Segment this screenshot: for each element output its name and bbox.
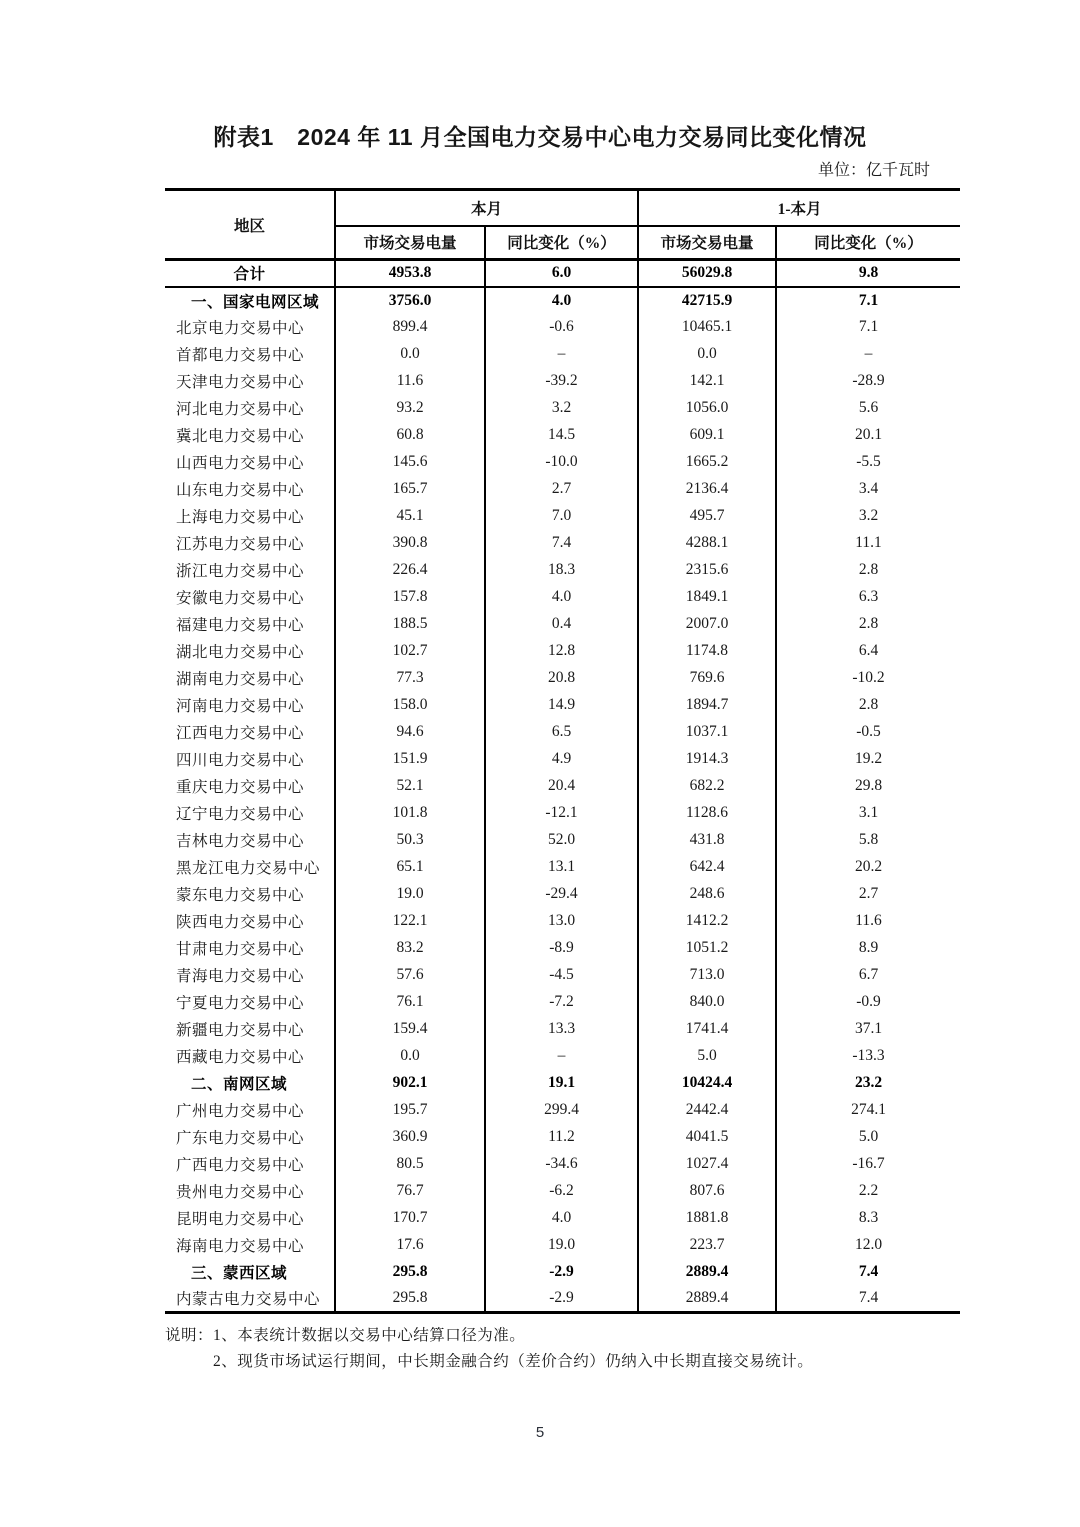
c-vol-cell: 1037.1 xyxy=(638,719,776,746)
c-vol-cell: 642.4 xyxy=(638,854,776,881)
c-vol-cell: 0.0 xyxy=(638,341,776,368)
region-cell: 天津电力交易中心 xyxy=(176,374,305,391)
c-vol-cell: 1881.8 xyxy=(638,1205,776,1232)
m-yoy-cell: -10.0 xyxy=(485,449,638,476)
table-row xyxy=(165,881,960,908)
m-yoy-cell: 12.8 xyxy=(485,638,638,665)
table-row xyxy=(165,746,960,773)
c-yoy-cell: 2.8 xyxy=(776,611,960,638)
table-row xyxy=(165,908,960,935)
m-vol-cell: 102.7 xyxy=(335,638,485,665)
m-vol-cell: 165.7 xyxy=(335,476,485,503)
m-yoy-cell: -29.4 xyxy=(485,881,638,908)
c-yoy-cell: 5.8 xyxy=(776,827,960,854)
table-row xyxy=(165,1178,960,1205)
region-cell: 内蒙古电力交易中心 xyxy=(176,1291,321,1309)
m-yoy-cell: 14.5 xyxy=(485,422,638,449)
m-yoy-cell: 4.9 xyxy=(485,746,638,773)
c-yoy-cell: 2.8 xyxy=(776,557,960,584)
m-yoy-cell: 0.4 xyxy=(485,611,638,638)
region-cell: 山东电力交易中心 xyxy=(176,482,305,499)
m-vol-cell: 77.3 xyxy=(335,665,485,692)
m-yoy-cell: -39.2 xyxy=(485,368,638,395)
table-body xyxy=(165,260,960,1313)
c-vol-cell: 1849.1 xyxy=(638,584,776,611)
table-row xyxy=(165,962,960,989)
cumulative-volume-header: 市场交易电量 xyxy=(638,226,776,260)
m-vol-cell: 159.4 xyxy=(335,1016,485,1043)
m-vol-cell: 195.7 xyxy=(335,1097,485,1124)
c-vol-cell: 2442.4 xyxy=(638,1097,776,1124)
m-vol-cell: 45.1 xyxy=(335,503,485,530)
m-vol-cell: 65.1 xyxy=(335,854,485,881)
m-yoy-cell: – xyxy=(485,341,638,368)
table-row xyxy=(165,260,960,287)
c-yoy-cell: 11.1 xyxy=(776,530,960,557)
region-cell: 合计 xyxy=(165,260,335,287)
m-yoy-cell: 18.3 xyxy=(485,557,638,584)
m-yoy-cell: 6.5 xyxy=(485,719,638,746)
m-vol-cell: 902.1 xyxy=(335,1070,485,1097)
m-vol-cell: 0.0 xyxy=(335,341,485,368)
page-number: 5 xyxy=(535,1424,545,1441)
table-row xyxy=(165,989,960,1016)
m-vol-cell: 94.6 xyxy=(335,719,485,746)
m-yoy-cell: 20.4 xyxy=(485,773,638,800)
c-yoy-cell: 2.8 xyxy=(776,692,960,719)
m-vol-cell: 151.9 xyxy=(335,746,485,773)
c-vol-cell: 5.0 xyxy=(638,1043,776,1070)
c-yoy-cell: -0.9 xyxy=(776,989,960,1016)
table-row xyxy=(165,1205,960,1232)
table-notes xyxy=(165,1323,960,1375)
region-cell: 贵州电力交易中心 xyxy=(176,1184,305,1201)
m-vol-cell: 295.8 xyxy=(335,1259,485,1286)
c-vol-cell: 2315.6 xyxy=(638,557,776,584)
m-vol-cell: 390.8 xyxy=(335,530,485,557)
m-vol-cell: 50.3 xyxy=(335,827,485,854)
c-vol-cell: 1174.8 xyxy=(638,638,776,665)
c-yoy-cell: -10.2 xyxy=(776,665,960,692)
page-title: 附表1 2024 年 11 月全国电力交易中心电力交易同比变化情况 xyxy=(213,124,867,150)
c-vol-cell: 1741.4 xyxy=(638,1016,776,1043)
c-yoy-cell: 7.4 xyxy=(776,1286,960,1313)
c-yoy-cell: 12.0 xyxy=(776,1232,960,1259)
m-vol-cell: 93.2 xyxy=(335,395,485,422)
m-yoy-cell: 14.9 xyxy=(485,692,638,719)
m-vol-cell: 295.8 xyxy=(335,1286,485,1313)
region-cell: 江苏电力交易中心 xyxy=(176,536,305,553)
region-cell: 首都电力交易中心 xyxy=(176,347,305,364)
region-cell: 重庆电力交易中心 xyxy=(176,779,305,796)
m-yoy-cell: -7.2 xyxy=(485,989,638,1016)
m-yoy-cell: -2.9 xyxy=(485,1259,638,1286)
this-month-yoy-header: 同比变化（%） xyxy=(485,226,638,260)
m-vol-cell: 19.0 xyxy=(335,881,485,908)
m-vol-cell: 76.1 xyxy=(335,989,485,1016)
m-vol-cell: 83.2 xyxy=(335,935,485,962)
c-yoy-cell: -0.5 xyxy=(776,719,960,746)
region-cell: 新疆电力交易中心 xyxy=(176,1022,305,1039)
m-yoy-cell: -8.9 xyxy=(485,935,638,962)
c-yoy-cell: 8.3 xyxy=(776,1205,960,1232)
region-cell: 浙江电力交易中心 xyxy=(176,563,305,580)
m-vol-cell: 76.7 xyxy=(335,1178,485,1205)
note-line-1: 说明：1、本表统计数据以交易中心结算口径为准。 xyxy=(165,1327,526,1344)
c-yoy-cell: – xyxy=(776,341,960,368)
c-yoy-cell: -16.7 xyxy=(776,1151,960,1178)
c-yoy-cell: -5.5 xyxy=(776,449,960,476)
table-row xyxy=(165,854,960,881)
table-row xyxy=(165,1232,960,1259)
table-row xyxy=(165,314,960,341)
region-cell: 三、蒙西区域 xyxy=(191,1265,288,1282)
c-vol-cell: 1665.2 xyxy=(638,449,776,476)
m-vol-cell: 170.7 xyxy=(335,1205,485,1232)
table-row xyxy=(165,935,960,962)
c-yoy-cell: 5.6 xyxy=(776,395,960,422)
region-cell: 蒙东电力交易中心 xyxy=(176,887,305,904)
m-vol-cell: 122.1 xyxy=(335,908,485,935)
c-yoy-cell: 5.0 xyxy=(776,1124,960,1151)
c-yoy-cell: 2.2 xyxy=(776,1178,960,1205)
c-vol-cell: 2136.4 xyxy=(638,476,776,503)
region-cell: 西藏电力交易中心 xyxy=(176,1049,305,1066)
c-vol-cell: 1894.7 xyxy=(638,692,776,719)
c-yoy-cell: 7.4 xyxy=(776,1259,960,1286)
region-cell: 湖南电力交易中心 xyxy=(176,671,305,688)
c-yoy-cell: 3.1 xyxy=(776,800,960,827)
table-row xyxy=(165,368,960,395)
m-vol-cell: 60.8 xyxy=(335,422,485,449)
c-vol-cell: 1051.2 xyxy=(638,935,776,962)
m-yoy-cell: 13.0 xyxy=(485,908,638,935)
region-cell: 冀北电力交易中心 xyxy=(176,428,305,445)
region-cell: 广西电力交易中心 xyxy=(176,1157,305,1174)
table-header xyxy=(165,190,960,260)
table-row xyxy=(165,422,960,449)
region-cell: 安徽电力交易中心 xyxy=(176,590,305,607)
region-cell: 黑龙江电力交易中心 xyxy=(176,860,321,877)
region-cell: 昆明电力交易中心 xyxy=(176,1211,305,1228)
table-row xyxy=(165,1097,960,1124)
c-vol-cell: 713.0 xyxy=(638,962,776,989)
c-yoy-cell: 29.8 xyxy=(776,773,960,800)
c-vol-cell: 840.0 xyxy=(638,989,776,1016)
c-yoy-cell: 11.6 xyxy=(776,908,960,935)
c-yoy-cell: 274.1 xyxy=(776,1097,960,1124)
m-vol-cell: 101.8 xyxy=(335,800,485,827)
unit-label: 单位：亿千瓦时 xyxy=(817,162,930,179)
table-row xyxy=(165,719,960,746)
region-cell: 江西电力交易中心 xyxy=(176,725,305,742)
c-vol-cell: 2889.4 xyxy=(638,1259,776,1286)
region-cell: 北京电力交易中心 xyxy=(176,320,305,337)
region-cell: 湖北电力交易中心 xyxy=(176,644,305,661)
c-yoy-cell: 8.9 xyxy=(776,935,960,962)
c-yoy-cell: 3.2 xyxy=(776,503,960,530)
c-yoy-cell: 20.2 xyxy=(776,854,960,881)
c-yoy-cell: 9.8 xyxy=(776,260,960,287)
this-month-group-header: 本月 xyxy=(335,190,638,226)
m-yoy-cell: -2.9 xyxy=(485,1286,638,1313)
m-yoy-cell: 3.2 xyxy=(485,395,638,422)
m-vol-cell: 11.6 xyxy=(335,368,485,395)
c-vol-cell: 431.8 xyxy=(638,827,776,854)
region-cell: 辽宁电力交易中心 xyxy=(176,806,305,823)
c-yoy-cell: 7.1 xyxy=(776,287,960,314)
cumulative-yoy-header: 同比变化（%） xyxy=(776,226,960,260)
c-yoy-cell: 6.7 xyxy=(776,962,960,989)
table-row xyxy=(165,1151,960,1178)
c-vol-cell: 2007.0 xyxy=(638,611,776,638)
m-vol-cell: 80.5 xyxy=(335,1151,485,1178)
m-vol-cell: 17.6 xyxy=(335,1232,485,1259)
m-vol-cell: 145.6 xyxy=(335,449,485,476)
c-vol-cell: 769.6 xyxy=(638,665,776,692)
m-yoy-cell: 2.7 xyxy=(485,476,638,503)
c-yoy-cell: 6.3 xyxy=(776,584,960,611)
c-yoy-cell: 6.4 xyxy=(776,638,960,665)
m-yoy-cell: 52.0 xyxy=(485,827,638,854)
c-yoy-cell: 19.2 xyxy=(776,746,960,773)
m-vol-cell: 52.1 xyxy=(335,773,485,800)
region-cell: 广州电力交易中心 xyxy=(176,1103,305,1120)
table-row xyxy=(165,800,960,827)
c-vol-cell: 682.2 xyxy=(638,773,776,800)
c-vol-cell: 1914.3 xyxy=(638,746,776,773)
c-vol-cell: 4288.1 xyxy=(638,530,776,557)
region-cell: 陕西电力交易中心 xyxy=(176,914,305,931)
c-yoy-cell: 3.4 xyxy=(776,476,960,503)
m-yoy-cell: 11.2 xyxy=(485,1124,638,1151)
region-cell: 四川电力交易中心 xyxy=(176,752,305,769)
c-yoy-cell: 20.1 xyxy=(776,422,960,449)
c-vol-cell: 10465.1 xyxy=(638,314,776,341)
region-cell: 二、南网区域 xyxy=(191,1076,288,1093)
table-row xyxy=(165,341,960,368)
m-yoy-cell: 19.1 xyxy=(485,1070,638,1097)
table-row xyxy=(165,557,960,584)
c-vol-cell: 609.1 xyxy=(638,422,776,449)
m-yoy-cell: -0.6 xyxy=(485,314,638,341)
m-yoy-cell: 4.0 xyxy=(485,584,638,611)
region-cell: 广东电力交易中心 xyxy=(176,1130,305,1147)
c-yoy-cell: 23.2 xyxy=(776,1070,960,1097)
c-yoy-cell: -28.9 xyxy=(776,368,960,395)
c-vol-cell: 1056.0 xyxy=(638,395,776,422)
region-cell: 河南电力交易中心 xyxy=(176,698,305,715)
m-yoy-cell: 13.3 xyxy=(485,1016,638,1043)
table-row xyxy=(165,395,960,422)
c-vol-cell: 223.7 xyxy=(638,1232,776,1259)
table-row xyxy=(165,1070,960,1097)
m-vol-cell: 3756.0 xyxy=(335,287,485,314)
m-yoy-cell: 19.0 xyxy=(485,1232,638,1259)
c-vol-cell: 1128.6 xyxy=(638,800,776,827)
region-cell: 吉林电力交易中心 xyxy=(176,833,305,850)
m-vol-cell: 157.8 xyxy=(335,584,485,611)
cumulative-group-header: 1-本月 xyxy=(638,190,960,226)
power-trading-table xyxy=(165,188,960,1314)
m-vol-cell: 360.9 xyxy=(335,1124,485,1151)
m-vol-cell: 188.5 xyxy=(335,611,485,638)
m-yoy-cell: – xyxy=(485,1043,638,1070)
c-vol-cell: 4041.5 xyxy=(638,1124,776,1151)
table-row xyxy=(165,1043,960,1070)
m-yoy-cell: 20.8 xyxy=(485,665,638,692)
table-row xyxy=(165,476,960,503)
c-vol-cell: 42715.9 xyxy=(638,287,776,314)
region-cell: 福建电力交易中心 xyxy=(176,617,305,634)
table-row xyxy=(165,665,960,692)
c-vol-cell: 807.6 xyxy=(638,1178,776,1205)
table-row xyxy=(165,692,960,719)
m-yoy-cell: -34.6 xyxy=(485,1151,638,1178)
table-row xyxy=(165,827,960,854)
table-row xyxy=(165,1016,960,1043)
m-vol-cell: 899.4 xyxy=(335,314,485,341)
c-vol-cell: 56029.8 xyxy=(638,260,776,287)
region-cell: 青海电力交易中心 xyxy=(176,968,305,985)
document-body xyxy=(165,161,960,1375)
note-line-2: 2、现货市场试运行期间，中长期金融合约（差价合约）仍纳入中长期直接交易统计。 xyxy=(213,1353,814,1370)
this-month-volume-header: 市场交易电量 xyxy=(335,226,485,260)
m-vol-cell: 226.4 xyxy=(335,557,485,584)
region-cell: 甘肃电力交易中心 xyxy=(176,941,305,958)
table-row xyxy=(165,503,960,530)
c-vol-cell: 2889.4 xyxy=(638,1286,776,1313)
m-yoy-cell: -4.5 xyxy=(485,962,638,989)
m-vol-cell: 158.0 xyxy=(335,692,485,719)
m-yoy-cell: 299.4 xyxy=(485,1097,638,1124)
m-yoy-cell: 7.0 xyxy=(485,503,638,530)
m-vol-cell: 0.0 xyxy=(335,1043,485,1070)
m-yoy-cell: -12.1 xyxy=(485,800,638,827)
table-row xyxy=(165,584,960,611)
c-vol-cell: 248.6 xyxy=(638,881,776,908)
region-cell: 海南电力交易中心 xyxy=(176,1238,305,1255)
c-vol-cell: 1027.4 xyxy=(638,1151,776,1178)
region-cell: 宁夏电力交易中心 xyxy=(176,995,305,1012)
table-row xyxy=(165,449,960,476)
m-vol-cell: 4953.8 xyxy=(335,260,485,287)
table-row xyxy=(165,1124,960,1151)
m-yoy-cell: 7.4 xyxy=(485,530,638,557)
c-yoy-cell: 37.1 xyxy=(776,1016,960,1043)
table-row xyxy=(165,773,960,800)
table-row xyxy=(165,287,960,314)
table-row xyxy=(165,638,960,665)
table-row xyxy=(165,530,960,557)
region-cell: 一、国家电网区域 xyxy=(191,293,320,311)
region-cell: 上海电力交易中心 xyxy=(176,509,305,526)
m-yoy-cell: 6.0 xyxy=(485,260,638,287)
table-row xyxy=(165,1259,960,1286)
c-yoy-cell: 2.7 xyxy=(776,881,960,908)
m-yoy-cell: -6.2 xyxy=(485,1178,638,1205)
region-column-header: 地区 xyxy=(165,190,335,260)
c-yoy-cell: -13.3 xyxy=(776,1043,960,1070)
m-yoy-cell: 4.0 xyxy=(485,287,638,314)
c-vol-cell: 495.7 xyxy=(638,503,776,530)
c-vol-cell: 142.1 xyxy=(638,368,776,395)
table-row xyxy=(165,611,960,638)
m-yoy-cell: 13.1 xyxy=(485,854,638,881)
m-vol-cell: 57.6 xyxy=(335,962,485,989)
region-cell: 河北电力交易中心 xyxy=(176,401,305,418)
table-row xyxy=(165,1286,960,1313)
c-vol-cell: 10424.4 xyxy=(638,1070,776,1097)
c-yoy-cell: 7.1 xyxy=(776,314,960,341)
region-cell: 山西电力交易中心 xyxy=(176,455,305,472)
m-yoy-cell: 4.0 xyxy=(485,1205,638,1232)
c-vol-cell: 1412.2 xyxy=(638,908,776,935)
